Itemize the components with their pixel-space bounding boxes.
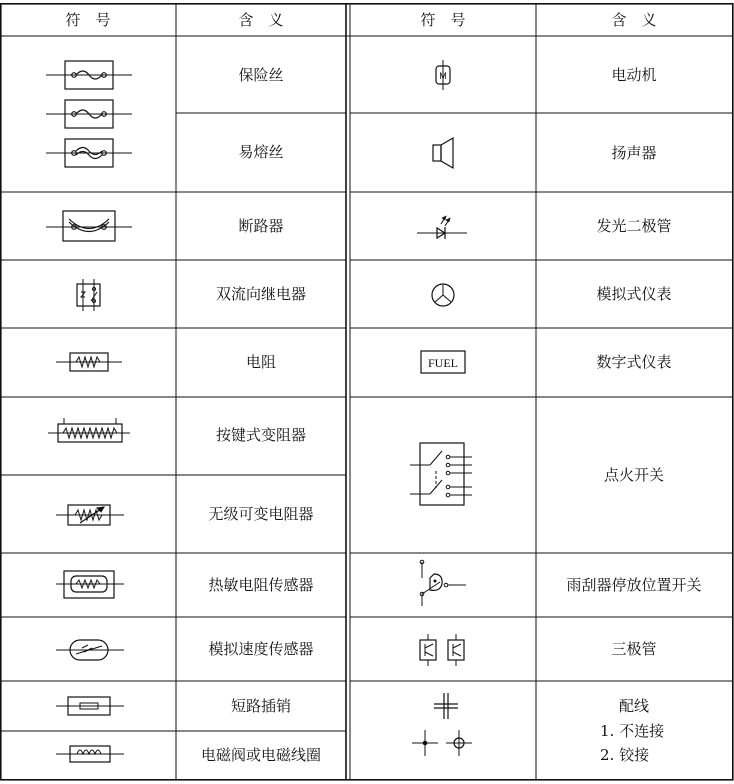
meaning-fusible-link: 易熔丝 — [238, 143, 284, 161]
meaning-resistor: 电阻 — [245, 353, 277, 371]
fuse-icon — [46, 61, 132, 89]
meaning-variable-resistor: 无级可变电阻器 — [208, 505, 314, 523]
fusible-link-icon — [46, 139, 132, 167]
wiper-switch-icon — [420, 560, 466, 606]
transistor-icon — [420, 634, 464, 666]
meaning-relay: 双流向继电器 — [215, 285, 307, 303]
meaning-tapped-resistor: 按键式变阻器 — [215, 426, 307, 444]
digital-meter-icon — [421, 351, 465, 373]
meaning-solenoid: 电磁阀或电磁线圈 — [200, 746, 322, 764]
meaning-digital-meter: 数字式仪表 — [596, 353, 672, 371]
meaning-fuse: 保险丝 — [238, 66, 284, 84]
meaning-wiring: 配线 — [618, 697, 650, 715]
fuse-icon-alt — [46, 100, 132, 128]
analog-meter-icon — [432, 284, 454, 306]
meaning-ignition-switch: 点火开关 — [603, 466, 665, 484]
meaning-analog-meter: 模拟式仪表 — [596, 285, 672, 303]
fuel-display-text: FUEL — [428, 356, 458, 370]
meaning-circuit-breaker: 断路器 — [238, 217, 284, 235]
meaning-transistor: 三极管 — [611, 640, 657, 658]
wiring-note-2: 2. 铰接 — [600, 746, 650, 764]
motor-icon — [436, 60, 450, 90]
short-pin-icon — [56, 697, 124, 715]
tapped-resistor-icon — [48, 418, 130, 442]
meaning-motor: 电动机 — [611, 66, 657, 84]
meaning-short-pin: 短路插销 — [230, 697, 292, 715]
meaning-speed-sensor: 模拟速度传感器 — [208, 640, 314, 658]
wiring-icon — [412, 693, 472, 756]
led-icon — [417, 216, 467, 239]
solenoid-icon — [56, 746, 124, 762]
speed-sensor-icon — [56, 640, 124, 660]
meaning-speaker: 扬声器 — [611, 144, 657, 162]
thermistor-icon — [56, 571, 124, 598]
header-symbol-right: 符 号 — [420, 11, 466, 29]
meaning-led: 发光二极管 — [596, 217, 672, 235]
meaning-thermistor: 热敏电阻传感器 — [208, 576, 314, 594]
circuit-breaker-icon — [46, 211, 132, 241]
variable-resistor-icon — [56, 505, 124, 525]
relay-icon — [77, 279, 100, 311]
wiring-note-1: 1. 不连接 — [600, 722, 665, 740]
header-meaning-right: 含 义 — [611, 11, 657, 29]
header-symbol-left: 符 号 — [65, 11, 111, 29]
resistor-icon — [56, 353, 122, 371]
ignition-switch-icon — [410, 443, 472, 505]
meaning-wiper-park-switch: 雨刮器停放位置开关 — [566, 576, 702, 594]
header-meaning-left: 含 义 — [238, 11, 284, 29]
speaker-icon — [433, 138, 453, 168]
motor-letter: M — [439, 71, 447, 81]
table-grid — [1, 4, 733, 780]
